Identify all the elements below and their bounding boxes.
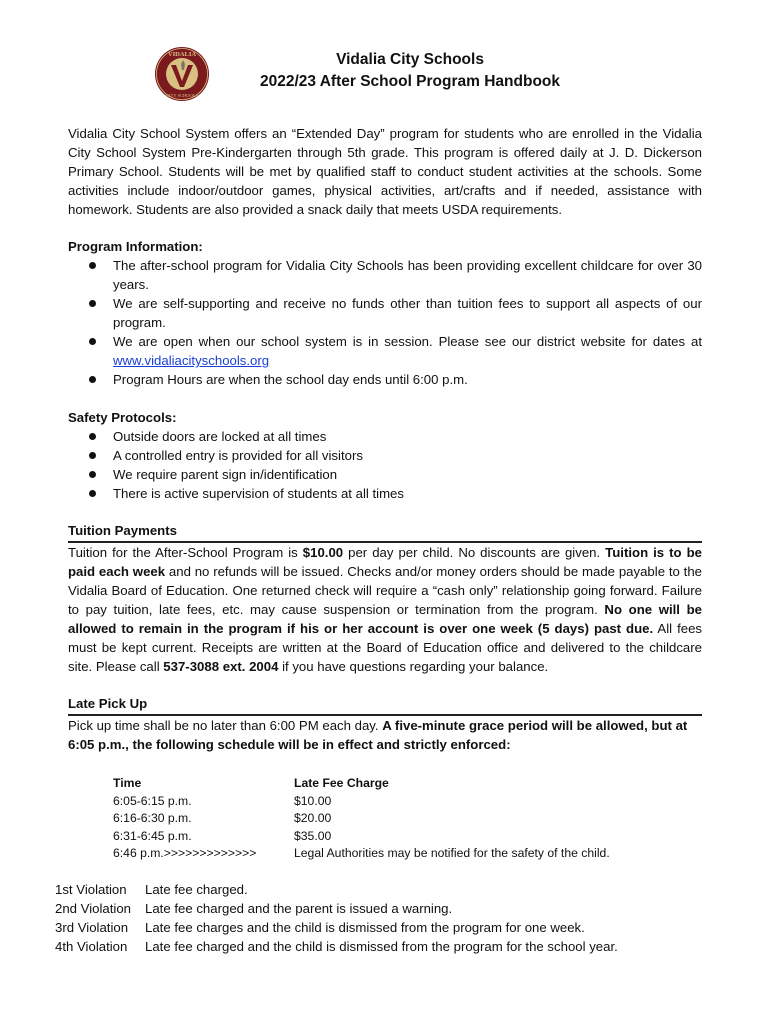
bullet-icon (89, 262, 96, 269)
safety-item: There is active supervision of students at all times (68, 484, 702, 503)
bullet-icon (89, 471, 96, 478)
tuition-payments-heading: Tuition Payments (68, 521, 702, 543)
program-info-item: We are self-supporting and receive no funds other than tuition fees to support all aspects of our program. (68, 294, 702, 332)
safety-protocols-heading: Safety Protocols: (68, 410, 177, 425)
violation-row: 3rd Violation Late fee charges and the child is dismissed from the program for one week. (55, 920, 585, 935)
violation-row: 2nd Violation Late fee charged and the parent is issued a warning. (55, 901, 453, 916)
tuition-payments-section (68, 521, 702, 676)
violations-list (55, 880, 695, 956)
safety-protocols-section (68, 408, 702, 503)
safety-item: We require parent sign in/identification (68, 465, 702, 484)
table-header-row (113, 775, 673, 793)
late-fee-table (113, 775, 673, 863)
tuition-amount: $10.00 (302, 545, 344, 560)
svg-text:CITY SCHOOLS: CITY SCHOOLS (166, 93, 198, 98)
table-row: 6:31-6:45 p.m. $35.00 (113, 828, 332, 843)
bullet-icon (89, 452, 96, 459)
bullet-icon (89, 433, 96, 440)
program-info-item: Program Hours are when the school day ends until 6:00 p.m. (68, 370, 702, 389)
table-row: 6:16-6:30 p.m. $20.00 (113, 811, 332, 825)
column-header-time: Time (113, 776, 142, 790)
late-pickup-paragraph: Pick up time shall be no later than 6:00 PM each day. A five-minute grace period will be allowed, but at 6:05 p.m., the following schedule will be in effect and strictly enforced: (68, 718, 688, 752)
safety-item: A controlled entry is provided for all visitors (68, 446, 702, 465)
contact-phone: 537-3088 ext. 2004 (163, 659, 279, 674)
safety-item: Outside doors are locked at all times (68, 427, 702, 446)
intro-paragraph: Vidalia City School System offers an “Extended Day” program for students who are enrolled in the Vidalia City School System Pre-Kindergarten through 5th grade. This program is offered daily at J. D. Dickerson Primary School. Students will be met by qualified staff to conduct student activities at the schools. Some activities include indoor/outdoor games, physical activities, art/crafts and if needed, assistance with homework. Students are also provided a snack daily that meets USDA requirements. (68, 126, 702, 217)
bullet-icon (89, 490, 96, 497)
bullet-icon (89, 376, 96, 383)
title-line-1: Vidalia City Schools (336, 51, 484, 68)
program-information-heading: Program Information: (68, 239, 203, 254)
program-info-item: The after-school program for Vidalia City Schools has been providing excellent childcare for over 30 years. (68, 256, 702, 294)
late-pickup-section (68, 694, 702, 754)
svg-text:VIDALIA: VIDALIA (167, 51, 197, 58)
district-website-link[interactable]: www.vidaliacityschools.org (113, 353, 270, 368)
late-pickup-heading: Late Pick Up (68, 694, 702, 716)
table-row: 6:05-6:15 p.m. $10.00 (113, 793, 332, 808)
bullet-icon (89, 338, 96, 345)
column-header-fee: Late Fee Charge (294, 776, 389, 790)
violation-row: 4th Violation Late fee charged and the child is dismissed from the program for the school year. (55, 939, 618, 954)
violation-row: 1st Violation Late fee charged. (55, 882, 248, 897)
table-row: 6:46 p.m.>>>>>>>>>>>>> Legal Authorities may be notified for the safety of the child. (113, 846, 610, 860)
document-title (200, 49, 620, 93)
program-information-section (68, 237, 702, 389)
tuition-paragraph: Tuition for the After-School Program is $10.00 per day per child. No discounts are given. Tuition is to be paid each week and no refunds will be issued. Checks and/or money orders should be made payable to the Vidalia Board of Education. One returned check will require a “cash only” relationship going forward. Failure to pay tuition, late fees, etc. may cause suspension or termination from the program. No one will be allowed to remain in the program if his or her account is over one week (5 days) past due. All fees must be kept current. Receipts are written at the Board of Education office and delivered to the childcare site. Please call 537-3088 ext. 2004 if you have questions regarding your balance. (68, 545, 703, 674)
program-info-item: We are open when our school system is in session. Please see our district website for dates at www.vidaliacityschools.org (68, 332, 702, 370)
bullet-icon (89, 300, 96, 307)
title-line-2: 2022/23 After School Program Handbook (259, 73, 561, 90)
